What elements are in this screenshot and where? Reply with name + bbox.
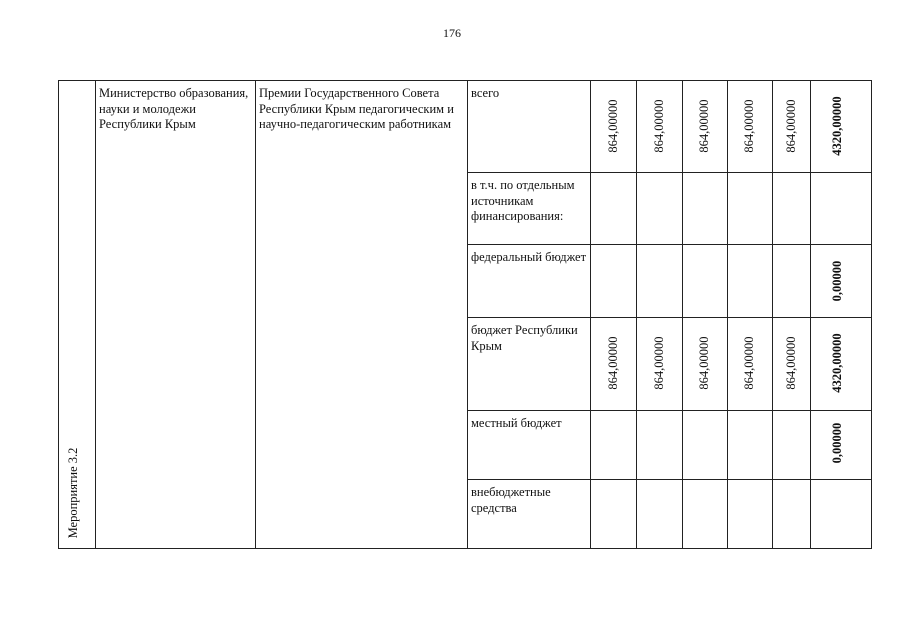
value-cell: 864,00000 — [697, 99, 711, 153]
page-number: 176 — [443, 26, 461, 40]
event-name-cell: Премии Государственного Совета Республики Крым педагогическим и научно-педагогическим работникам — [259, 86, 454, 131]
source-cell: местный бюджет — [471, 416, 562, 430]
executor-cell: Министерство образования, науки и молодежи Республики Крым — [99, 86, 249, 131]
value-cell: 864,00000 — [742, 336, 756, 390]
total-cell: 4320,00000 — [830, 333, 844, 393]
total-cell: 0,00000 — [830, 422, 844, 464]
source-cell: внебюджетные средства — [471, 485, 551, 515]
value-cell: 864,00000 — [652, 336, 666, 390]
value-cell: 864,00000 — [742, 99, 756, 153]
program-table — [58, 80, 872, 549]
source-cell: всего — [471, 86, 500, 100]
value-cell: 864,00000 — [606, 99, 620, 153]
value-cell: 864,00000 — [784, 99, 798, 153]
value-cell: 864,00000 — [652, 99, 666, 153]
value-cell: 864,00000 — [784, 336, 798, 390]
total-cell: 0,00000 — [830, 260, 844, 302]
source-cell: федеральный бюджет — [471, 250, 587, 264]
event-label: Мероприятие 3.2 — [66, 447, 80, 539]
total-cell: 4320,00000 — [830, 96, 844, 156]
value-cell: 864,00000 — [697, 336, 711, 390]
value-cell: 864,00000 — [606, 336, 620, 390]
source-cell: бюджет Республики Крым — [471, 323, 578, 353]
source-cell: в т.ч. по отдельным источникам финансирования: — [471, 178, 575, 223]
